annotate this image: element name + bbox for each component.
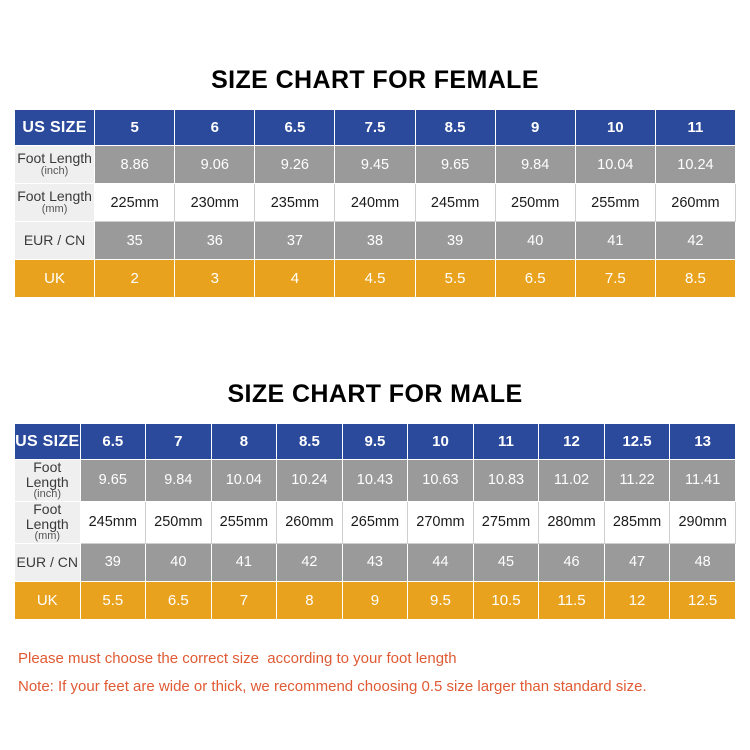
table-cell: 6.5	[495, 260, 575, 298]
table-cell: 4	[255, 260, 335, 298]
male-chart-title: SIZE CHART FOR MALE	[227, 380, 523, 408]
row-label-unit: (inch)	[33, 488, 62, 501]
row-label-unit: (mm)	[41, 203, 68, 216]
table-cell: 10.04	[211, 460, 277, 502]
table-cell: 41	[575, 222, 655, 260]
table-cell: 10.24	[277, 460, 343, 502]
table-cell: 12	[539, 424, 605, 460]
table-cell: 8	[211, 424, 277, 460]
table-row-uk	[15, 581, 736, 619]
table-cell: 41	[211, 543, 277, 581]
table-cell: 2	[95, 260, 175, 298]
table-cell: 37	[255, 222, 335, 260]
table-cell: 8.86	[95, 146, 175, 184]
table-cell: 255mm	[575, 184, 655, 222]
table-cell: 9.65	[415, 146, 495, 184]
row-label-us-size: US SIZE	[15, 110, 95, 146]
row-label-text: Foot Length	[17, 150, 92, 167]
table-cell: 45	[473, 543, 539, 581]
table-cell: 12	[604, 581, 670, 619]
table-cell: 10.5	[473, 581, 539, 619]
table-cell: 42	[277, 543, 343, 581]
table-cell: 10.63	[408, 460, 474, 502]
table-cell: 230mm	[175, 184, 255, 222]
table-cell: 11	[473, 424, 539, 460]
table-row-foot-length-inch	[15, 146, 736, 184]
table-row-eur-cn	[15, 543, 736, 581]
table-cell: 35	[95, 222, 175, 260]
table-cell: 280mm	[539, 501, 605, 543]
female-size-chart-block	[14, 66, 736, 298]
table-cell: 9	[495, 110, 575, 146]
table-row-foot-length-mm	[15, 501, 736, 543]
notes-section	[18, 645, 734, 701]
table-cell: 10.04	[575, 146, 655, 184]
row-label-foot-length-mm	[15, 184, 95, 222]
table-cell: 10.83	[473, 460, 539, 502]
table-cell: 43	[342, 543, 408, 581]
row-label-uk: UK	[15, 581, 81, 619]
table-cell: 265mm	[342, 501, 408, 543]
row-label-unit: (inch)	[40, 165, 69, 178]
table-row-us-size	[15, 424, 736, 460]
row-label-uk: UK	[15, 260, 95, 298]
table-cell: 8	[277, 581, 343, 619]
table-cell: 290mm	[670, 501, 736, 543]
table-cell: 10.24	[655, 146, 735, 184]
table-cell: 9.65	[80, 460, 146, 502]
table-cell: 46	[539, 543, 605, 581]
table-cell: 7	[211, 581, 277, 619]
table-cell: 11.02	[539, 460, 605, 502]
row-label-foot-length-inch	[15, 146, 95, 184]
table-cell: 5.5	[80, 581, 146, 619]
table-row-eur-cn	[15, 222, 736, 260]
table-cell: 12.5	[604, 424, 670, 460]
female-size-table	[14, 109, 736, 298]
table-cell: 275mm	[473, 501, 539, 543]
table-cell: 38	[335, 222, 415, 260]
table-cell: 8.5	[415, 110, 495, 146]
table-cell: 6	[175, 110, 255, 146]
table-cell: 6.5	[80, 424, 146, 460]
table-cell: 9.06	[175, 146, 255, 184]
table-cell: 5.5	[415, 260, 495, 298]
table-cell: 9.84	[146, 460, 212, 502]
table-cell: 270mm	[408, 501, 474, 543]
table-cell: 8.5	[655, 260, 735, 298]
row-label-text: Foot Length	[17, 188, 92, 205]
male-size-chart-block	[14, 380, 736, 620]
table-cell: 11	[655, 110, 735, 146]
table-cell: 11.5	[539, 581, 605, 619]
table-cell: 245mm	[415, 184, 495, 222]
table-cell: 240mm	[335, 184, 415, 222]
table-cell: 5	[95, 110, 175, 146]
table-cell: 7	[146, 424, 212, 460]
row-label-foot-length-mm	[15, 501, 81, 543]
table-cell: 48	[670, 543, 736, 581]
table-cell: 235mm	[255, 184, 335, 222]
table-cell: 225mm	[95, 184, 175, 222]
row-label-us-size: US SIZE	[15, 424, 81, 460]
table-cell: 4.5	[335, 260, 415, 298]
table-cell: 9.5	[408, 581, 474, 619]
table-cell: 245mm	[80, 501, 146, 543]
table-cell: 47	[604, 543, 670, 581]
table-cell: 285mm	[604, 501, 670, 543]
table-cell: 3	[175, 260, 255, 298]
female-chart-title: SIZE CHART FOR FEMALE	[211, 66, 539, 94]
table-cell: 9.45	[335, 146, 415, 184]
table-row-uk	[15, 260, 736, 298]
table-cell: 6.5	[255, 110, 335, 146]
table-cell: 12.5	[670, 581, 736, 619]
table-cell: 8.5	[277, 424, 343, 460]
row-label-eur-cn: EUR / CN	[15, 222, 95, 260]
table-cell: 10	[408, 424, 474, 460]
row-label-foot-length-inch	[15, 460, 81, 502]
table-cell: 36	[175, 222, 255, 260]
table-cell: 40	[495, 222, 575, 260]
row-label-unit: (mm)	[34, 530, 61, 543]
table-cell: 39	[415, 222, 495, 260]
row-label-eur-cn: EUR / CN	[15, 543, 81, 581]
table-cell: 7.5	[575, 260, 655, 298]
row-label-text: Foot Length	[25, 500, 69, 532]
table-cell: 7.5	[335, 110, 415, 146]
table-cell: 255mm	[211, 501, 277, 543]
table-cell: 6.5	[146, 581, 212, 619]
table-row-foot-length-mm	[15, 184, 736, 222]
note-line-2: Note: If your feet are wide or thick, we recommend choosing 0.5 size larger than standard size.	[18, 678, 647, 695]
table-cell: 42	[655, 222, 735, 260]
table-cell: 11.22	[604, 460, 670, 502]
table-cell: 9.5	[342, 424, 408, 460]
male-size-table	[14, 423, 736, 620]
note-line-1: Please must choose the correct size according to your foot length	[18, 650, 457, 667]
table-cell: 260mm	[655, 184, 735, 222]
table-cell: 39	[80, 543, 146, 581]
table-row-us-size	[15, 110, 736, 146]
table-cell: 40	[146, 543, 212, 581]
table-cell: 250mm	[495, 184, 575, 222]
table-cell: 13	[670, 424, 736, 460]
row-label-text: Foot Length	[25, 459, 69, 490]
table-cell: 9.84	[495, 146, 575, 184]
table-cell: 9	[342, 581, 408, 619]
table-cell: 10	[575, 110, 655, 146]
table-row-foot-length-inch	[15, 460, 736, 502]
table-cell: 250mm	[146, 501, 212, 543]
table-cell: 260mm	[277, 501, 343, 543]
table-cell: 10.43	[342, 460, 408, 502]
table-cell: 44	[408, 543, 474, 581]
table-cell: 11.41	[670, 460, 736, 502]
table-cell: 9.26	[255, 146, 335, 184]
